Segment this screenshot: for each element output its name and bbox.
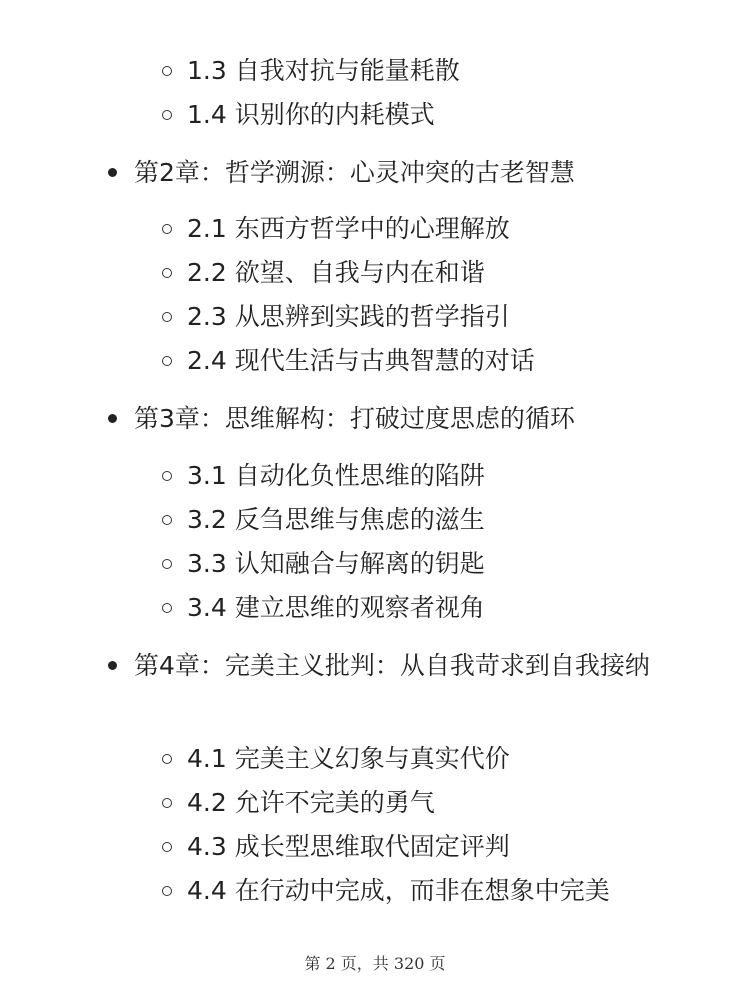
toc-item-4-1 — [162, 741, 510, 777]
toc-item-3-2 — [162, 502, 485, 538]
toc-item-label: 3.4 建立思维的观察者视角 — [187, 593, 485, 622]
hollow-bullet-icon — [162, 754, 172, 764]
chapter-title: 第2章：哲学溯源：心灵冲突的古老智慧 — [134, 158, 575, 187]
hollow-bullet-icon — [162, 886, 172, 896]
toc-item-1-4 — [162, 97, 435, 133]
toc-item-4-2 — [162, 785, 435, 821]
toc-item-2-2 — [162, 255, 485, 291]
filled-bullet-icon — [108, 661, 117, 670]
toc-item-label: 3.3 认知融合与解离的钥匙 — [187, 549, 485, 578]
toc-item-3-3 — [162, 546, 485, 582]
toc-item-label: 2.1 东西方哲学中的心理解放 — [187, 214, 510, 243]
toc-chapter-3 — [108, 401, 668, 437]
hollow-bullet-icon — [162, 515, 172, 525]
toc-item-4-3 — [162, 829, 510, 865]
hollow-bullet-icon — [162, 559, 172, 569]
toc-item-label: 3.1 自动化负性思维的陷阱 — [187, 461, 485, 490]
toc-item-2-1 — [162, 211, 510, 247]
toc-item-4-4 — [162, 873, 610, 909]
toc-item-label: 4.2 允许不完美的勇气 — [187, 788, 435, 817]
toc-item-label: 1.4 识别你的内耗模式 — [187, 100, 435, 129]
hollow-bullet-icon — [162, 471, 172, 481]
toc-item-3-4 — [162, 590, 485, 626]
hollow-bullet-icon — [162, 224, 172, 234]
toc-item-label: 4.3 成长型思维取代固定评判 — [187, 832, 510, 861]
toc-item-label: 2.3 从思辨到实践的哲学指引 — [187, 302, 510, 331]
toc-item-label: 4.4 在行动中完成，而非在想象中完美 — [187, 876, 610, 905]
toc-item-3-1 — [162, 458, 485, 494]
toc-item-label: 3.2 反刍思维与焦虑的滋生 — [187, 505, 485, 534]
toc-item-label: 1.3 自我对抗与能量耗散 — [187, 56, 460, 85]
chapter-title: 第4章：完美主义批判：从自我苛求到自我接纳 — [134, 651, 650, 680]
hollow-bullet-icon — [162, 110, 172, 120]
toc-item-label: 2.2 欲望、自我与内在和谐 — [187, 258, 485, 287]
page-number-footer: 第 2 页，共 320 页 — [304, 954, 446, 973]
chapter-title: 第3章：思维解构：打破过度思虑的循环 — [134, 404, 575, 433]
hollow-bullet-icon — [162, 268, 172, 278]
hollow-bullet-icon — [162, 603, 172, 613]
toc-chapter-4 — [108, 648, 668, 684]
hollow-bullet-icon — [162, 66, 172, 76]
toc-item-label: 2.4 现代生活与古典智慧的对话 — [187, 346, 535, 375]
toc-chapter-2 — [108, 155, 668, 191]
hollow-bullet-icon — [162, 356, 172, 366]
toc-item-1-3 — [162, 53, 460, 89]
hollow-bullet-icon — [162, 798, 172, 808]
filled-bullet-icon — [108, 414, 117, 423]
toc-item-2-3 — [162, 299, 510, 335]
toc-item-2-4 — [162, 343, 535, 379]
filled-bullet-icon — [108, 168, 117, 177]
toc-item-label: 4.1 完美主义幻象与真实代价 — [187, 744, 510, 773]
hollow-bullet-icon — [162, 842, 172, 852]
hollow-bullet-icon — [162, 312, 172, 322]
